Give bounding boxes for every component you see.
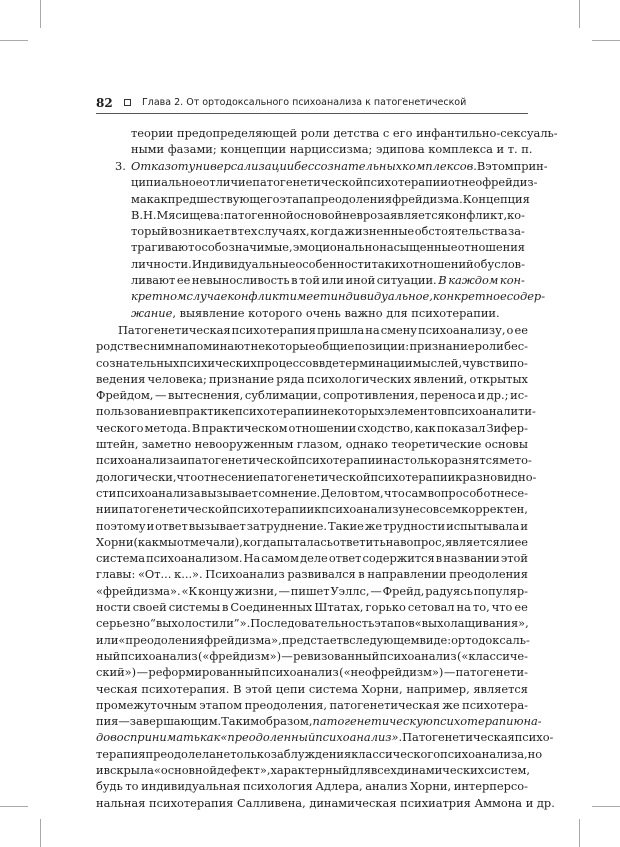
- text-line: родстве с ним напоминают некоторые общие позиции: признание роли бес-: [96, 339, 528, 354]
- text-line: дологически, что отнесение патогенетической психотерапии к разновидно-: [96, 469, 537, 484]
- list-item-3: [115, 158, 548, 321]
- crop-mark-bottom-right: [592, 806, 620, 807]
- main-paragraph: [96, 322, 555, 811]
- text-line: сознательных психических процессов в детерминации мыслей, чувств и по-: [96, 355, 528, 370]
- text-line: Хорни (как мы отмечали), когда пыталась ответить на вопрос, является ли ее: [96, 534, 529, 549]
- text-line: пия — завершающим. Таким образом, патогенетическую психотерапию на-: [96, 714, 542, 729]
- square-bullet-icon: [124, 99, 131, 106]
- text-line: ный психоанализ («фрейдизм») — ревизованный психоанализ («классиче-: [96, 648, 528, 663]
- running-header: [96, 96, 528, 110]
- text-line: пользование в практике психотерапии некоторых элементов психоаналити-: [96, 404, 536, 419]
- header-rule: [96, 113, 528, 114]
- text-line: терапия преодолела не только заблуждения классического психоанализа, но: [96, 746, 543, 761]
- text-line: промежуточным этапом преодоления, патогенетическая же психотера-: [96, 697, 528, 712]
- text-line: ности своей системы в Соединенных Штатах, горько сетовал на то, что ее: [96, 600, 528, 615]
- text-line: поэтому и ответ вызывает затруднение. Такие же трудности испытывала и: [96, 518, 528, 533]
- list-number: 3.: [115, 159, 126, 173]
- text-line: ципиальное отличие патогенетической психотерапии от неофрейдиз-: [131, 175, 538, 190]
- text-line: сти психоанализа вызывает сомнение. Дело в том, что сам вопрос об отнесе-: [96, 485, 528, 500]
- list-continuation: [131, 125, 558, 158]
- text-line: ма как предшествующего этапа преодоления фрейдизма. Концепция: [131, 191, 530, 206]
- crop-mark-top-left: [0, 40, 28, 41]
- crop-mark-bottom-left: [40, 819, 41, 847]
- crop-mark-bottom-left: [0, 806, 28, 807]
- text-line: главы: «От... к...». Психоанализ развивался в направлении преодоления: [96, 567, 528, 582]
- text-line: и вскрыла «основной дефект», характерный для всех динамических систем,: [96, 763, 530, 778]
- chapter-title: Глава 2. От ортодоксального психоанализа к патогенетической: [142, 97, 467, 108]
- text-line: В. Н. Мясищева: патогенной основой невроза является конфликт, ко-: [131, 207, 525, 222]
- text-line: серьезно “выхолостили”». Последовательность этапов «выхолащивания»,: [96, 616, 529, 631]
- text-line: ческого метода. В практическом отношении сходство, как показал Зифер-: [96, 420, 528, 435]
- text-line: «фрейдизма». «К концу жизни, — пишет Уэллс, — Фрейд, радуясь популяр-: [96, 583, 528, 598]
- text-line: Патогенетическая психотерапия пришла на смену психоанализу, о ее: [118, 323, 528, 337]
- text-line: до воспринимать как «преодоленный психоанализ» . Патогенетическая психо-: [96, 730, 554, 745]
- text-line: или «преодоления фрейдизма», предстает в следующем виде: ортодоксаль-: [96, 632, 530, 647]
- text-line: нии патогенетической психотерапии к психоанализу не совсем корректен,: [96, 502, 528, 517]
- crop-mark-top-right: [579, 0, 580, 28]
- text-line: Отказ от универсализации бессознательных комплексов . В этом прин-: [131, 159, 548, 173]
- text-line: нальная психотерапия Салливена, динамическая психиатрия Аммона и др.: [96, 795, 555, 810]
- text-line: теории предопределяющей роли детства с его инфантильно-сексуаль-: [131, 126, 558, 140]
- crop-mark-bottom-right: [579, 819, 580, 847]
- text-line: система психоанализом. На самом деле ответ содержится в названии этой: [96, 551, 528, 566]
- text-line: ведения человека; признание ряда психологических явлений, открытых: [96, 371, 528, 386]
- crop-mark-top-right: [592, 40, 620, 41]
- text-line: трагивают особо значимые, эмоционально насыщенные отношения: [131, 240, 525, 255]
- page-number: 82: [96, 96, 113, 110]
- text-line: будь то индивидуальная психология Адлера, анализ Хорни, интерперсо-: [96, 779, 528, 794]
- text-line: кретном случае конфликт имеет индивидуальное, конкретное содер-: [131, 289, 546, 304]
- text-line: ский») — реформированный психоанализ («неофрейдизм») — патогенети-: [96, 665, 528, 680]
- text-line: штейн, заметно невооруженным глазом, однако теоретические основы: [96, 437, 528, 452]
- text-line: Фрейдом, — вытеснения, сублимации, сопротивления, переноса и др.; ис-: [96, 388, 528, 403]
- text-line: жание, выявление которого очень важно для психотерапии.: [131, 305, 500, 320]
- text-line: ливают ее невыносливость в той или иной ситуации. В каждом кон-: [131, 273, 525, 288]
- text-line: ческая психотерапия. В этой цепи система Хорни, например, является: [96, 681, 528, 696]
- text-line: ными фазами; концепции нарциссизма; эдипова комплекса и т. п.: [131, 142, 533, 157]
- text-line: психоанализа и патогенетической психотерапии настолько разнятся мето-: [96, 453, 532, 468]
- crop-mark-top-left: [40, 0, 41, 28]
- text-line: личности. Индивидуальные особенности таких отношений обуслов-: [131, 256, 525, 271]
- text-line: торый возникает в тех случаях, когда жизненные обстоятельства за-: [131, 224, 525, 239]
